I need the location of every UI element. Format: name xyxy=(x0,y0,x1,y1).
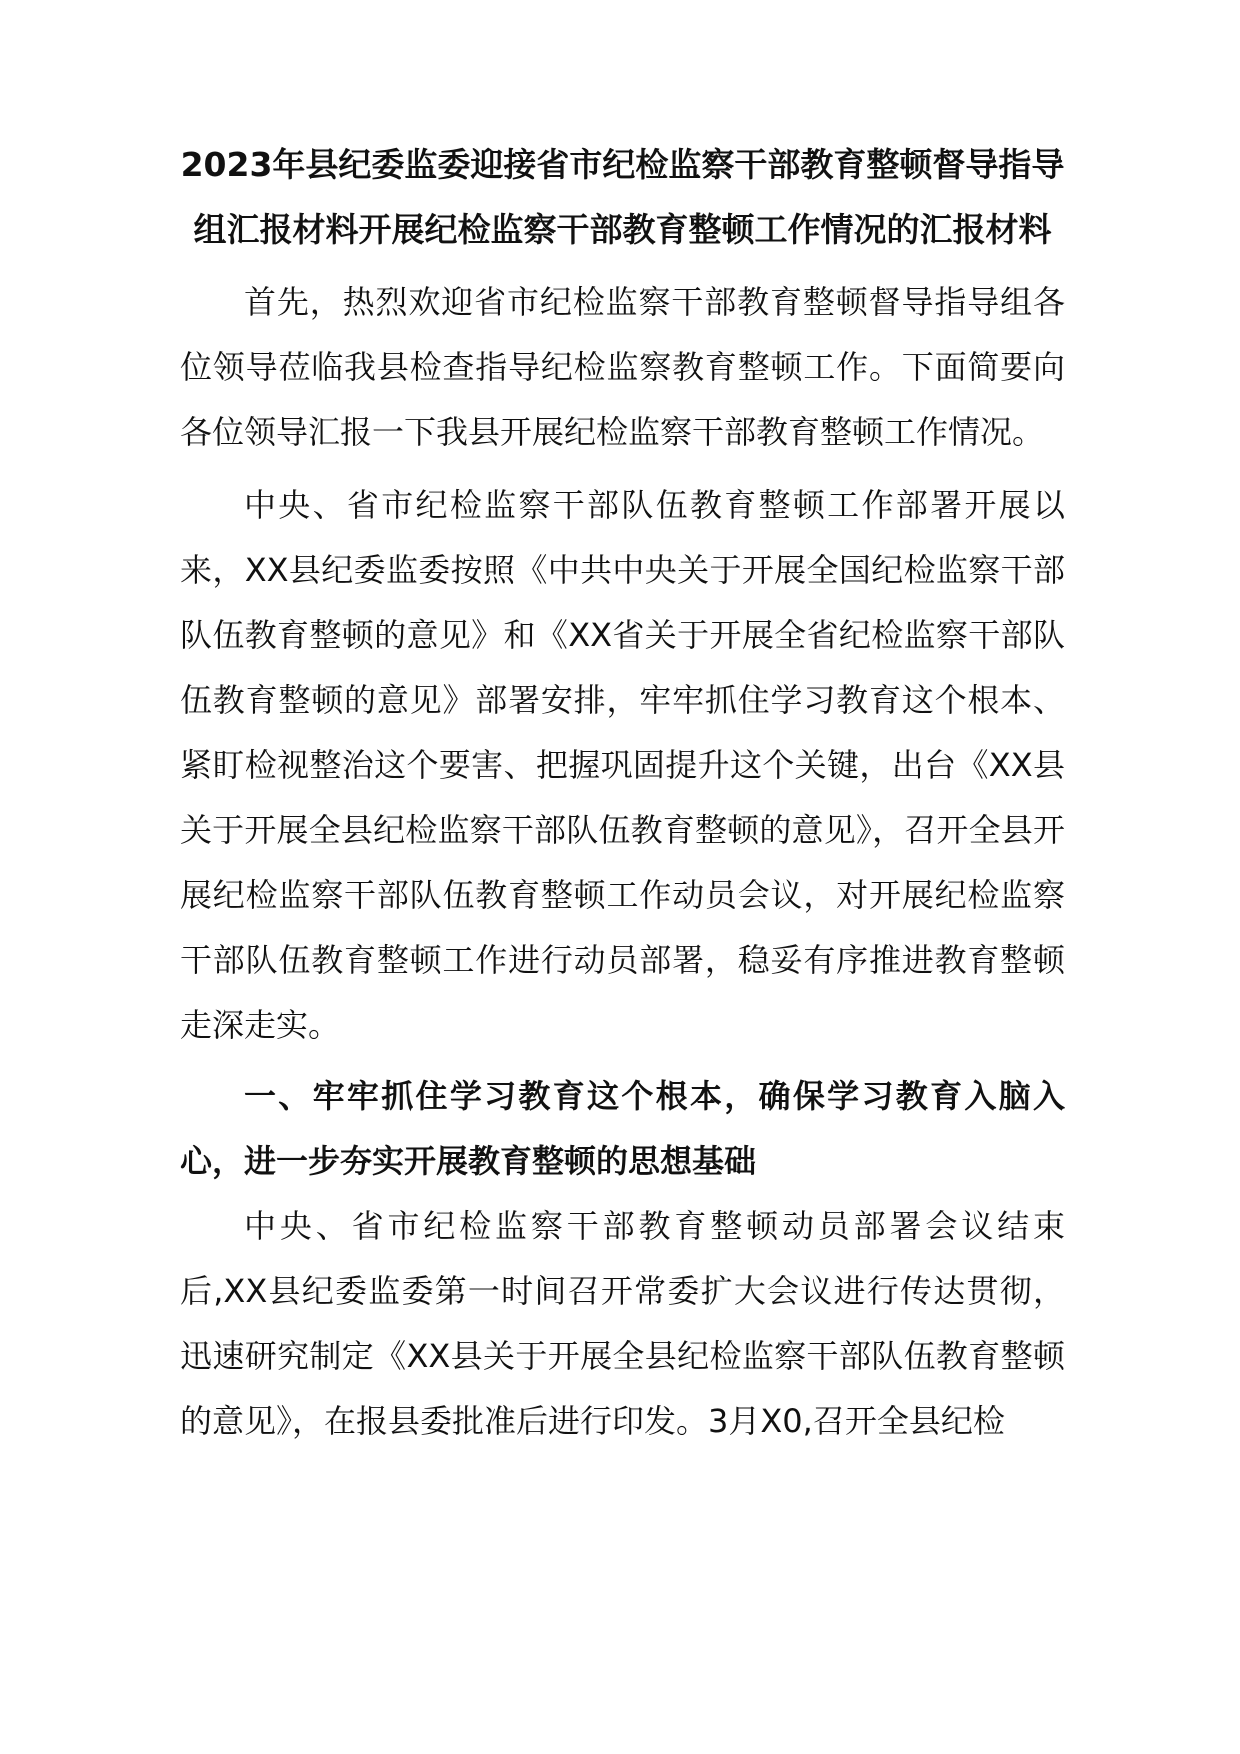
document-title: 2023年县纪委监委迎接省市纪检监察干部教育整顿督导指导组汇报材料开展纪检监察干部教育整顿工作情况的汇报材料 xyxy=(180,145,1065,249)
intro-paragraph: 首先，热烈欢迎省市纪检监察干部教育整顿督导指导组各位领导莅临我县检查指导纪检监察教育整顿工作。下面简要向各位领导汇报一下我县开展纪检监察干部教育整顿工作情况。 xyxy=(180,283,1065,451)
section-heading: 一、牢牢抓住学习教育这个根本，确保学习教育入脑入心，进一步夯实开展教育整顿的思想基础 xyxy=(180,1077,1065,1180)
document-page xyxy=(180,132,1065,1454)
section-paragraph: 中央、省市纪检监察干部教育整顿动员部署会议结束后,XX县纪委监委第一时间召开常委扩大会议进行传达贯彻，迅速研究制定《XX县关于开展全县纪检监察干部队伍教育整顿的意见》，在报县委批准后进行印发。3月X0,召开全县纪检 xyxy=(180,1207,1065,1440)
background-paragraph: 中央、省市纪检监察干部队伍教育整顿工作部署开展以来，XX县纪委监委按照《中共中央关于开展全国纪检监察干部队伍教育整顿的意见》和《XX省关于开展全省纪检监察干部队伍教育整顿的意见》部署安排，牢牢抓住学习教育这个根本、紧盯检视整治这个要害、把握巩固提升这个关键，出台《XX县关于开展全县纪检监察干部队伍教育整顿的意见》，召开全县开展纪检监察干部队伍教育整顿工作动员会议，对开展纪检监察干部队伍教育整顿工作进行动员部署，稳妥有序推进教育整顿走深走实。 xyxy=(180,486,1065,1044)
